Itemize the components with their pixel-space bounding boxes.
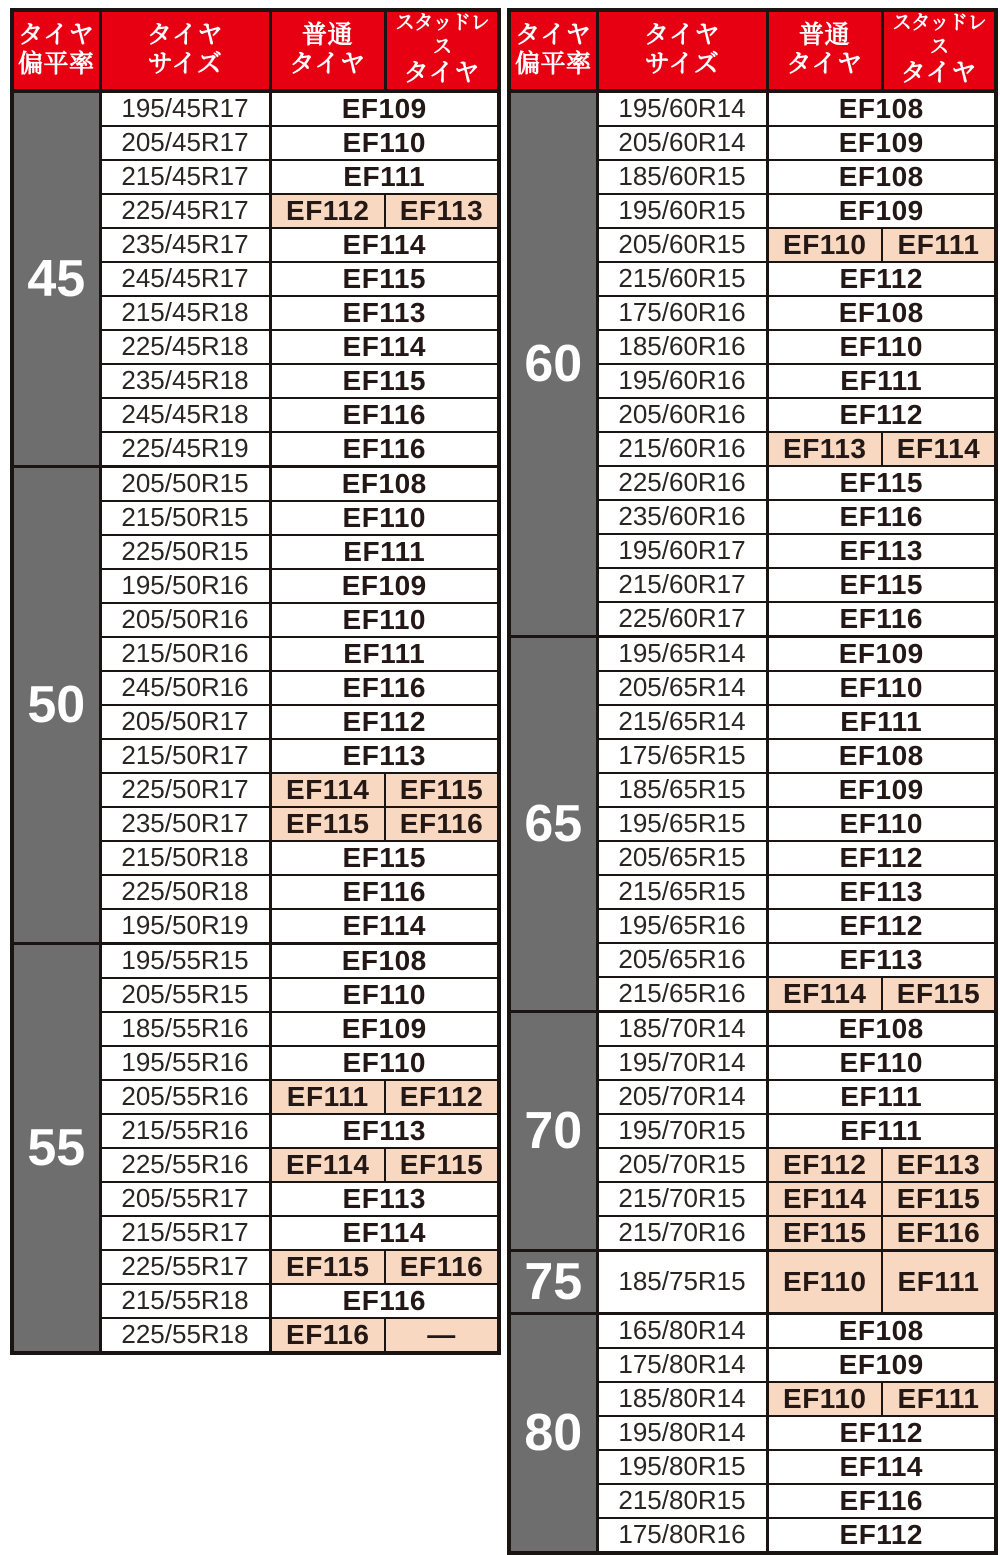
chain-code-cell: EF114: [270, 330, 499, 364]
chain-code-normal-cell: EF114: [270, 773, 385, 807]
tire-size-cell: 185/65R15: [597, 773, 767, 807]
tire-size-cell: 195/60R16: [597, 364, 767, 398]
tire-size-cell: 225/45R18: [100, 330, 270, 364]
header-label: タイヤ: [403, 59, 480, 88]
chain-code-normal-cell: EF115: [270, 807, 385, 841]
header-row: [12, 10, 499, 91]
chain-code-studless-cell: EF113: [385, 194, 499, 228]
tire-size-cell: 205/65R14: [597, 671, 767, 705]
chain-code-studless-cell: EF113: [882, 1148, 996, 1182]
tire-size-cell: 225/50R17: [100, 773, 270, 807]
table-row: [509, 1250, 996, 1313]
tire-size-cell: 215/50R16: [100, 637, 270, 671]
chain-code-normal-cell: EF110: [767, 228, 882, 262]
tire-size-cell: 185/80R14: [597, 1382, 767, 1416]
tire-size-cell: 185/60R16: [597, 330, 767, 364]
chain-code-cell: EF109: [270, 569, 499, 603]
aspect-group-60: [509, 91, 996, 637]
chain-code-cell: EF111: [270, 535, 499, 569]
chain-code-studless-cell: —: [385, 1318, 499, 1353]
chain-code-cell: EF112: [767, 262, 996, 296]
tire-size-cell: 245/50R16: [100, 671, 270, 705]
aspect-ratio-cell: 70: [509, 1011, 597, 1250]
tire-size-cell: 205/70R14: [597, 1080, 767, 1114]
compat-table-left: [10, 8, 501, 1355]
aspect-ratio-cell: 75: [509, 1250, 597, 1313]
chain-code-cell: EF111: [767, 1080, 996, 1114]
tire-size-cell: 195/80R14: [597, 1416, 767, 1450]
aspect-ratio-cell: 65: [509, 636, 597, 1011]
tire-size-cell: 205/45R17: [100, 126, 270, 160]
chain-code-cell: EF116: [270, 875, 499, 909]
chain-code-cell: EF111: [767, 1114, 996, 1148]
tire-size-cell: 185/70R14: [597, 1011, 767, 1046]
tire-size-cell: 225/60R17: [597, 602, 767, 637]
chain-code-cell: EF108: [767, 739, 996, 773]
header-label: スタッドレス: [891, 12, 986, 58]
chain-code-cell: EF112: [767, 841, 996, 875]
tire-size-cell: 215/50R15: [100, 501, 270, 535]
tire-size-cell: 195/45R17: [100, 91, 270, 126]
header-aspect-ratio: [12, 10, 100, 91]
header-label: サイズ: [644, 50, 720, 79]
chain-code-cell: EF112: [270, 705, 499, 739]
tire-size-cell: 245/45R17: [100, 262, 270, 296]
tire-size-cell: 205/55R16: [100, 1080, 270, 1114]
tire-size-cell: 215/45R17: [100, 160, 270, 194]
chain-code-cell: EF113: [270, 1114, 499, 1148]
aspect-group-75: [509, 1250, 996, 1313]
chain-code-cell: EF108: [767, 91, 996, 126]
chain-code-normal-cell: EF115: [270, 1250, 385, 1284]
table-row: [509, 1011, 996, 1046]
chain-code-cell: EF115: [767, 568, 996, 602]
chain-code-cell: EF113: [270, 1182, 499, 1216]
tire-size-cell: 175/65R15: [597, 739, 767, 773]
tire-size-cell: 235/45R17: [100, 228, 270, 262]
chain-code-studless-cell: EF116: [385, 1250, 499, 1284]
chain-code-cell: EF109: [767, 126, 996, 160]
tire-size-cell: 225/50R18: [100, 875, 270, 909]
header-label: タイヤ: [515, 20, 592, 49]
tire-size-cell: 235/50R17: [100, 807, 270, 841]
chain-code-cell: EF116: [767, 602, 996, 637]
chain-code-normal-cell: EF116: [270, 1318, 385, 1353]
tire-size-cell: 215/60R16: [597, 432, 767, 466]
tire-size-cell: 205/60R15: [597, 228, 767, 262]
chain-code-cell: EF110: [270, 126, 499, 160]
chain-code-cell: EF115: [270, 364, 499, 398]
tire-size-cell: 195/60R15: [597, 194, 767, 228]
chain-code-normal-cell: EF115: [767, 1216, 882, 1251]
chain-code-normal-cell: EF110: [767, 1382, 882, 1416]
chain-code-cell: EF114: [270, 228, 499, 262]
chain-code-cell: EF116: [270, 432, 499, 467]
chain-code-cell: EF113: [270, 296, 499, 330]
tire-size-cell: 185/75R15: [597, 1250, 767, 1313]
chain-code-cell: EF108: [270, 943, 499, 978]
header-studless-tire: [882, 10, 996, 91]
chain-code-cell: EF110: [767, 671, 996, 705]
tire-size-cell: 215/60R17: [597, 568, 767, 602]
chain-code-cell: EF112: [767, 398, 996, 432]
header-label: 偏平率: [17, 50, 95, 79]
chain-code-studless-cell: EF111: [882, 1250, 996, 1313]
chain-code-normal-cell: EF112: [270, 194, 385, 228]
chain-code-cell: EF115: [767, 466, 996, 500]
aspect-ratio-cell: 55: [12, 943, 100, 1353]
tire-size-cell: 245/45R18: [100, 398, 270, 432]
tire-size-cell: 195/50R16: [100, 569, 270, 603]
tire-size-cell: 165/80R14: [597, 1313, 767, 1348]
tire-size-cell: 195/50R19: [100, 909, 270, 944]
chain-code-studless-cell: EF115: [385, 1148, 499, 1182]
tire-size-cell: 215/65R14: [597, 705, 767, 739]
chain-code-studless-cell: EF115: [882, 1182, 996, 1216]
tire-size-cell: 215/65R16: [597, 977, 767, 1012]
chain-code-cell: EF108: [270, 466, 499, 501]
chain-code-cell: EF116: [767, 1484, 996, 1518]
chain-code-cell: EF109: [767, 636, 996, 671]
header-tire-size: [597, 10, 767, 91]
chain-code-normal-cell: EF114: [270, 1148, 385, 1182]
aspect-group-55: [12, 943, 499, 1353]
tire-size-cell: 195/60R17: [597, 534, 767, 568]
tire-size-cell: 205/70R15: [597, 1148, 767, 1182]
chain-code-studless-cell: EF115: [385, 773, 499, 807]
tire-size-cell: 195/70R14: [597, 1046, 767, 1080]
aspect-ratio-cell: 60: [509, 91, 597, 637]
tire-size-cell: 205/65R15: [597, 841, 767, 875]
chain-code-cell: EF109: [270, 1012, 499, 1046]
tire-size-cell: 195/65R14: [597, 636, 767, 671]
header-label: タイヤ: [146, 20, 223, 49]
chain-code-cell: EF109: [767, 1348, 996, 1382]
chain-code-studless-cell: EF115: [882, 977, 996, 1012]
tire-size-cell: 225/55R16: [100, 1148, 270, 1182]
chain-code-cell: EF115: [270, 262, 499, 296]
table-row: [12, 91, 499, 126]
chain-code-studless-cell: EF111: [882, 1382, 996, 1416]
aspect-group-45: [12, 91, 499, 467]
header-studless-tire: [385, 10, 499, 91]
chain-code-normal-cell: EF114: [767, 977, 882, 1012]
chain-code-normal-cell: EF110: [767, 1250, 882, 1313]
chain-code-cell: EF108: [767, 1011, 996, 1046]
header-label: 普通: [301, 20, 353, 49]
chain-code-cell: EF116: [270, 1284, 499, 1318]
chain-code-cell: EF111: [767, 705, 996, 739]
header-label: タイヤ: [18, 20, 95, 49]
tire-size-cell: 215/80R15: [597, 1484, 767, 1518]
header-normal-tire: [270, 10, 385, 91]
aspect-group-80: [509, 1313, 996, 1553]
aspect-group-70: [509, 1011, 996, 1250]
chain-code-studless-cell: EF111: [882, 228, 996, 262]
tire-size-cell: 195/65R16: [597, 909, 767, 943]
tire-size-cell: 235/60R16: [597, 500, 767, 534]
chain-code-cell: EF110: [270, 978, 499, 1012]
header-tire-size: [100, 10, 270, 91]
tire-size-cell: 185/55R16: [100, 1012, 270, 1046]
chain-code-cell: EF116: [767, 500, 996, 534]
tire-size-cell: 205/55R15: [100, 978, 270, 1012]
table-row: [12, 943, 499, 978]
tire-size-cell: 215/65R15: [597, 875, 767, 909]
tire-size-cell: 225/60R16: [597, 466, 767, 500]
header-label: タイヤ: [900, 59, 977, 88]
header-label: タイヤ: [289, 50, 366, 79]
tire-size-cell: 205/50R17: [100, 705, 270, 739]
header-label: タイヤ: [786, 50, 863, 79]
chain-code-studless-cell: EF116: [882, 1216, 996, 1251]
chain-code-cell: EF112: [767, 909, 996, 943]
chain-code-cell: EF111: [270, 160, 499, 194]
chain-code-normal-cell: EF113: [767, 432, 882, 466]
tire-size-cell: 195/70R15: [597, 1114, 767, 1148]
compat-table-right: [507, 8, 998, 1555]
tire-size-cell: 175/60R16: [597, 296, 767, 330]
aspect-ratio-cell: 80: [509, 1313, 597, 1553]
chain-code-cell: EF109: [767, 773, 996, 807]
chain-code-normal-cell: EF111: [270, 1080, 385, 1114]
tire-size-cell: 175/80R14: [597, 1348, 767, 1382]
chain-code-studless-cell: EF116: [385, 807, 499, 841]
tire-size-cell: 185/60R15: [597, 160, 767, 194]
chain-code-cell: EF113: [767, 943, 996, 977]
chain-code-cell: EF112: [767, 1416, 996, 1450]
tire-size-cell: 215/70R15: [597, 1182, 767, 1216]
tire-size-cell: 205/50R15: [100, 466, 270, 501]
tire-size-cell: 225/55R17: [100, 1250, 270, 1284]
chain-code-cell: EF112: [767, 1518, 996, 1553]
tire-size-cell: 215/60R15: [597, 262, 767, 296]
table-row: [509, 91, 996, 126]
chain-code-cell: EF111: [767, 364, 996, 398]
tire-size-cell: 195/80R15: [597, 1450, 767, 1484]
tire-size-cell: 215/55R16: [100, 1114, 270, 1148]
header-label: サイズ: [147, 50, 223, 79]
chain-code-cell: EF110: [270, 501, 499, 535]
tire-size-cell: 215/50R17: [100, 739, 270, 773]
chain-code-cell: EF113: [767, 534, 996, 568]
chain-code-normal-cell: EF112: [767, 1148, 882, 1182]
aspect-group-65: [509, 636, 996, 1011]
tire-size-cell: 225/50R15: [100, 535, 270, 569]
header-label: スタッドレス: [394, 12, 489, 58]
tire-size-cell: 205/55R17: [100, 1182, 270, 1216]
tire-size-cell: 195/55R15: [100, 943, 270, 978]
chain-code-studless-cell: EF112: [385, 1080, 499, 1114]
chain-code-cell: EF113: [270, 739, 499, 773]
table-row: [509, 636, 996, 671]
chain-code-cell: EF111: [270, 637, 499, 671]
chain-code-studless-cell: EF114: [882, 432, 996, 466]
chain-code-cell: EF110: [767, 807, 996, 841]
tire-size-cell: 235/45R18: [100, 364, 270, 398]
chain-code-cell: EF116: [270, 398, 499, 432]
chain-code-cell: EF110: [767, 1046, 996, 1080]
tire-chain-compatibility-tables: [10, 8, 998, 1555]
tire-size-cell: 205/65R16: [597, 943, 767, 977]
chain-code-cell: EF109: [270, 91, 499, 126]
header-row: [509, 10, 996, 91]
chain-code-cell: EF114: [767, 1450, 996, 1484]
tire-size-cell: 215/50R18: [100, 841, 270, 875]
chain-code-cell: EF115: [270, 841, 499, 875]
tire-size-cell: 205/60R16: [597, 398, 767, 432]
table-row: [12, 466, 499, 501]
chain-code-cell: EF110: [270, 603, 499, 637]
table-row: [509, 1313, 996, 1348]
header-aspect-ratio: [509, 10, 597, 91]
aspect-ratio-cell: 50: [12, 466, 100, 943]
header-label: 偏平率: [514, 50, 592, 79]
tire-size-cell: 175/80R16: [597, 1518, 767, 1553]
chain-code-cell: EF113: [767, 875, 996, 909]
tire-size-cell: 195/55R16: [100, 1046, 270, 1080]
chain-code-normal-cell: EF114: [767, 1182, 882, 1216]
header-normal-tire: [767, 10, 882, 91]
chain-code-cell: EF108: [767, 296, 996, 330]
tire-size-cell: 225/55R18: [100, 1318, 270, 1353]
tire-size-cell: 215/55R18: [100, 1284, 270, 1318]
tire-size-cell: 205/50R16: [100, 603, 270, 637]
chain-code-cell: EF109: [767, 194, 996, 228]
aspect-ratio-cell: 45: [12, 91, 100, 467]
chain-code-cell: EF108: [767, 1313, 996, 1348]
header-label: 普通: [798, 20, 850, 49]
tire-size-cell: 225/45R17: [100, 194, 270, 228]
tire-size-cell: 225/45R19: [100, 432, 270, 467]
chain-code-cell: EF110: [270, 1046, 499, 1080]
tire-size-cell: 205/60R14: [597, 126, 767, 160]
chain-code-cell: EF116: [270, 671, 499, 705]
tire-size-cell: 195/60R14: [597, 91, 767, 126]
aspect-group-50: [12, 466, 499, 943]
header-label: タイヤ: [643, 20, 720, 49]
chain-code-cell: EF114: [270, 1216, 499, 1250]
chain-code-cell: EF114: [270, 909, 499, 944]
chain-code-cell: EF108: [767, 160, 996, 194]
tire-size-cell: 215/45R18: [100, 296, 270, 330]
tire-size-cell: 195/65R15: [597, 807, 767, 841]
tire-size-cell: 215/55R17: [100, 1216, 270, 1250]
tire-size-cell: 215/70R16: [597, 1216, 767, 1251]
chain-code-cell: EF110: [767, 330, 996, 364]
